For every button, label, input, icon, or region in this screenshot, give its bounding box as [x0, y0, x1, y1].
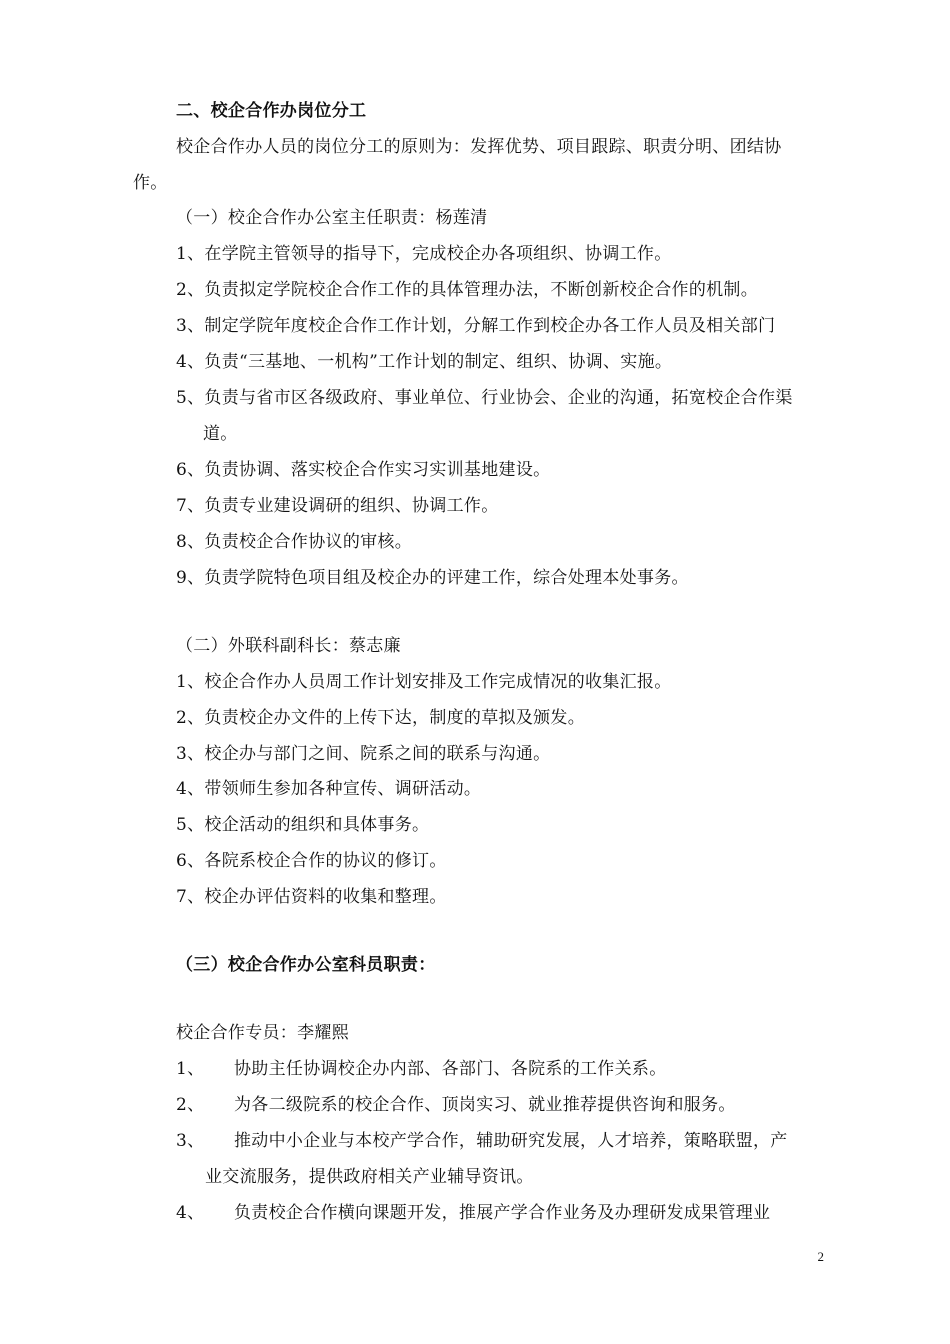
section1-item: 4、负责“三基地、一机构”工作计划的制定、组织、协调、实施。	[176, 352, 673, 372]
section2-item: 1、校企合作办人员周工作计划安排及工作完成情况的收集汇报。	[176, 672, 672, 692]
section1-item: 1、在学院主管领导的指导下，完成校企办各项组织、协调工作。	[176, 244, 672, 264]
section2-title: （二）外联科副科长：蔡志廉	[176, 636, 401, 656]
section1-item: 5、负责与省市区各级政府、事业单位、行业协会、企业的沟通，拓宽校企合作渠	[176, 388, 793, 408]
section3-item-continuation: 业交流服务，提供政府相关产业辅导资讯。	[205, 1167, 534, 1187]
section3-title: （三）校企合作办公室科员职责：	[176, 955, 436, 975]
section3-item	[176, 1094, 736, 1116]
section1-item-continuation: 道。	[203, 424, 238, 444]
section2-item: 7、校企办评估资料的收集和整理。	[176, 887, 447, 907]
section1-title: （一）校企合作办公室主任职责：杨莲清	[176, 208, 488, 228]
item-number: 3、	[176, 1131, 205, 1151]
principle-line-2: 作。	[133, 173, 168, 193]
item-text: 为各二级院系的校企合作、顶岗实习、就业推荐提供咨询和服务。	[234, 1095, 736, 1115]
item-text: 推动中小企业与本校产学合作，辅助研究发展，人才培养，策略联盟，产	[234, 1131, 788, 1151]
section2-item: 5、校企活动的组织和具体事务。	[176, 815, 430, 835]
item-text: 负责校企合作横向课题开发，推展产学合作业务及办理研发成果管理业	[234, 1203, 771, 1223]
section-heading: 二、校企合作办岗位分工	[176, 101, 367, 121]
section2-item: 6、各院系校企合作的协议的修订。	[176, 851, 447, 871]
principle-line-1: 校企合作办人员的岗位分工的原则为：发挥优势、项目跟踪、职责分明、团结协	[176, 137, 782, 157]
section1-item: 2、负责拟定学院校企合作工作的具体管理办法，不断创新校企合作的机制。	[176, 280, 759, 300]
section1-item: 3、制定学院年度校企合作工作计划，分解工作到校企办各工作人员及相关部门	[176, 316, 776, 336]
item-text: 协助主任协调校企办内部、各部门、各院系的工作关系。	[234, 1059, 667, 1079]
section2-item: 3、校企办与部门之间、院系之间的联系与沟通。	[176, 744, 551, 764]
section2-item: 2、负责校企办文件的上传下达，制度的草拟及颁发。	[176, 708, 586, 728]
section1-item: 8、负责校企合作协议的审核。	[176, 532, 413, 552]
section2-item: 4、带领师生参加各种宣传、调研活动。	[176, 779, 482, 799]
section1-item: 6、负责协调、落实校企合作实习实训基地建设。	[176, 460, 551, 480]
section3-item	[176, 1058, 667, 1080]
section3-item	[176, 1130, 788, 1152]
item-number: 2、	[176, 1095, 205, 1115]
page-number: 2	[817, 1249, 824, 1264]
section1-item: 7、负责专业建设调研的组织、协调工作。	[176, 496, 499, 516]
section1-item: 9、负责学院特色项目组及校企办的评建工作，综合处理本处事务。	[176, 568, 689, 588]
item-number: 1、	[176, 1059, 205, 1079]
item-number: 4、	[176, 1203, 205, 1223]
section3-item	[176, 1202, 770, 1224]
specialist-label: 校企合作专员：李耀熙	[176, 1023, 349, 1043]
